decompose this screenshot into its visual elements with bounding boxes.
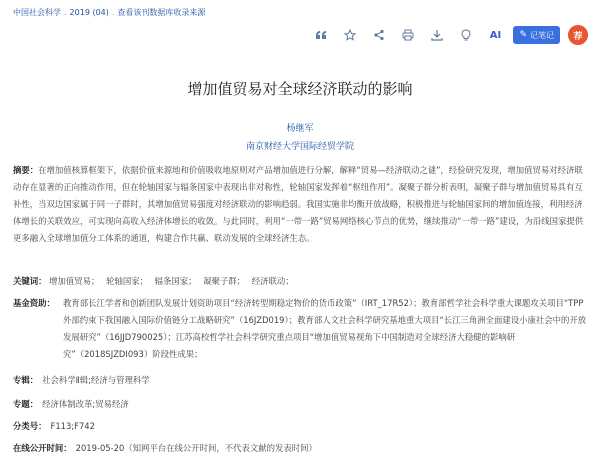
online-date-row <box>13 442 317 454</box>
recommend-badge-button[interactable]: 荐 <box>568 25 588 45</box>
issue-link[interactable]: 2019 (04) <box>69 8 109 17</box>
classification-value: F113;F742 <box>50 421 95 431</box>
source-info: 中国社会科学 . 2019 (04) . 查看该刊数据库收录来源 <box>13 8 206 17</box>
fund-section <box>13 295 587 363</box>
classification-row <box>13 420 95 432</box>
abstract-text: 在增加值核算框架下，依据价值来源地和价值吸收地原则对产品增加值进行分解，解释“贸易—经济联动之谜”，经验研究发现，增加值贸易对经济联动存在显著的正向推动作用，但在轮轴国家与辐条国家中表现出非对称性，轮轴国家发挥着“枢纽作用”。凝聚子群分析表明，凝聚子群与增加值贸易具有互补性，当双边国家属于同一子群时，其增加值贸易强度对经济联动的影响趋弱。我国实施非均衡开放战略，积极推进与轮轴国家间的增加值连接，利用经济体增长的关联效应，可实现向高收入经济体增长的收敛。与此同时，利用“一带一路”贸易网络核心节点的优势，继续推动“一带一路”建设，为沿线国家提供更多融入全球增加值分工体系的通道，构建合作共赢、联动发展的全球经济生态。 <box>13 165 584 243</box>
topic-value: 社会科学Ⅱ辑;经济与管理科学 <box>42 375 150 385</box>
author-link[interactable]: 杨继军 <box>286 124 314 134</box>
topic-row <box>13 374 150 386</box>
keyword-link[interactable]: 轮轴国家； <box>106 276 148 286</box>
pen-icon: ✎ <box>519 30 527 40</box>
share-icon[interactable] <box>369 25 389 45</box>
abstract-section <box>13 162 587 247</box>
download-icon[interactable] <box>427 25 447 45</box>
favorite-star-icon[interactable] <box>340 25 360 45</box>
keyword-link[interactable]: 增加值贸易； <box>49 276 100 286</box>
article-title: 增加值贸易对全球经济联动的影响 <box>187 80 413 98</box>
quote-icon[interactable] <box>311 25 331 45</box>
online-date-value: 2019-05-20（知网平台在线公开时间，不代表文献的发表时间） <box>75 443 317 453</box>
special-topic-row <box>13 398 129 410</box>
keyword-link[interactable]: 辐条国家； <box>154 276 197 286</box>
keyword-link[interactable]: 经济联动； <box>251 276 294 286</box>
keywords-label: 关键词： <box>13 276 47 286</box>
special-topic-value: 经济体制改革;贸易经济 <box>42 399 129 409</box>
take-notes-label: 记笔记 <box>530 30 554 40</box>
ai-assistant-button[interactable]: AI <box>489 29 502 41</box>
print-icon[interactable] <box>398 25 418 45</box>
online-date-label: 在线公开时间： <box>13 443 72 453</box>
topic-label: 专辑： <box>13 375 39 385</box>
header-bar <box>0 0 600 50</box>
keyword-link[interactable]: 凝聚子群； <box>203 276 246 286</box>
fund-label: 基金资助： <box>13 298 55 308</box>
keywords-section <box>13 273 298 290</box>
special-topic-label: 专题： <box>13 399 39 409</box>
recommend-bulb-icon[interactable] <box>456 25 476 45</box>
database-source-link[interactable]: 查看该刊数据库收录来源 <box>117 8 206 17</box>
fund-text: 教育部长江学者和创新团队发展计划资助项目“经济转型期稳定物价的货币政策”（IRT_17R52）；教育部哲学社会科学重大课题攻关项目“TPP 外部约束下我国融入国际价值链分工战略研究”（16JZD019）；教育部人文社会科学研究基地重大项目“长江三角洲全面建设小康社会中的开放发展研究”（16JJD790025）；江苏高校哲学社会科学研究重点项目“增加值贸易视角下中国制造对全球经济大稳健的影响研究”（2018SJZDI093）阶段性成果； <box>63 298 587 359</box>
affiliation-link[interactable]: 南京财经大学国际经贸学院 <box>245 142 354 152</box>
abstract-label: 摘要： <box>13 165 39 175</box>
take-notes-button[interactable] <box>513 26 560 44</box>
article-toolbar <box>302 25 588 45</box>
classification-label: 分类号： <box>13 421 47 431</box>
journal-link[interactable]: 中国社会科学 <box>13 8 61 17</box>
